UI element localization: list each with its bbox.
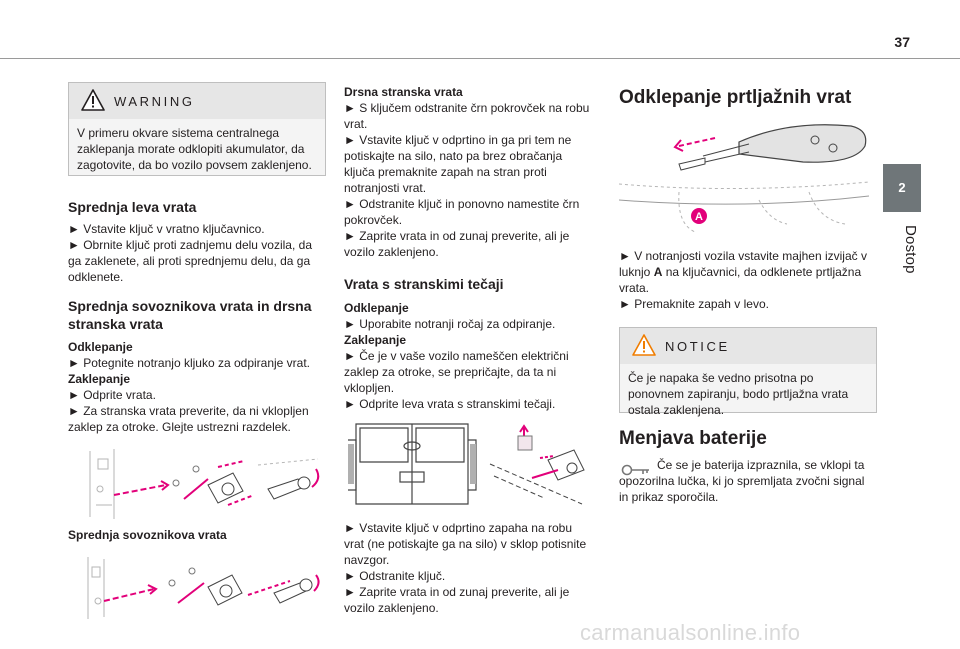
header-rule: [0, 58, 960, 59]
front-passenger-unlock-step: ► Potegnite notranjo kljuko za odpiranje vrat.: [68, 356, 311, 370]
notice-header: [620, 328, 876, 364]
chapter-tab[interactable]: 2: [883, 164, 921, 212]
sliding-door-step-4: ► Zaprite vrata in od zunaj preverite, ali je vozilo zaklenjeno.: [344, 229, 570, 259]
key-warning-icon: [621, 463, 651, 477]
hinged-unlock-label: Odklepanje: [344, 301, 409, 315]
hinged-after-step-2: ► Odstranite ključ.: [344, 569, 446, 583]
van-rear-illustration-icon: [344, 420, 592, 510]
warning-header: [69, 83, 325, 119]
front-left-step-2: ► Obrnite ključ proti zadnjemu delu vozila, da ga zaklenete, ali proti sprednjemu delu, da ga odklenete.: [68, 238, 312, 284]
tailgate-heading: Odklepanje prtljažnih vrat: [619, 87, 852, 108]
hinged-lock-label: Zaklepanje: [344, 333, 407, 347]
warning-title: WARNING: [114, 94, 195, 109]
sliding-door-step-1: ► S ključem odstranite črn pokrovček na robu vrat.: [344, 101, 590, 131]
figure-door-lock-key: [68, 445, 326, 523]
front-left-heading: Sprednja leva vrata: [68, 199, 197, 215]
warning-box: [68, 82, 326, 176]
chapter-title: Dostop: [902, 225, 919, 274]
hinged-lock-step-1: ► Če je v vaše vozilo nameščen električni zaklep za otroke, se prepričajte, da ta ni vklopljen.: [344, 349, 569, 395]
tailgate-step-1: ► V notranjosti vozila vstavite majhen izvijač v luknjo A na ključavnici, da odklenete prtljažna vrata.: [619, 249, 867, 295]
page-number: 37: [894, 34, 910, 50]
front-passenger-lock-label: Zaklepanje: [68, 372, 131, 386]
hinged-after-step-1: ► Vstavite ključ v odprtino zapaha na robu vrat (ne potiskajte ga na silo) v sklop potisnite navzgor.: [344, 521, 587, 567]
sliding-door-step-2: ► Vstavite ključ v odprtino in ga pri tem ne potiskajte na silo, nato pa brez obračanja ključa premaknite zapah na stran proti notranjosti vrat.: [344, 133, 572, 195]
notice-box: [619, 327, 877, 417]
hinged-unlock-step: ► Uporabite notranji ročaj za odpiranje.: [344, 317, 556, 331]
column-left: [68, 82, 326, 623]
warning-text: V primeru okvare sistema centralnega zaklepanja morate odklopiti akumulator, da zagotovite, da bo vozilo povsem zaklenjeno.: [77, 126, 312, 172]
passenger-door-illustration-icon: [68, 553, 326, 623]
front-passenger-heading: Sprednja sovoznikova vrata in drsna stranska vrata: [68, 298, 312, 332]
hinged-after-step-3: ► Zaprite vrata in od zunaj preverite, ali je vozilo zaklenjeno.: [344, 585, 570, 615]
figure-front-passenger-door: [68, 553, 326, 623]
warning-triangle-icon: [81, 89, 105, 111]
door-lock-illustration-icon: [68, 445, 326, 523]
notice-title: NOTICE: [665, 339, 730, 354]
front-left-step-1: ► Vstavite ključ v vratno ključavnico.: [68, 222, 265, 236]
front-passenger-lock-step-2: ► Za stranska vrata preverite, da ni vklopljen zaklep za otroke. Glejte ustrezni razdelek.: [68, 404, 309, 434]
column-right: [619, 78, 877, 505]
figure-tailgate-lock: [619, 120, 877, 232]
battery-paragraph: Če se je baterija izpraznila, se vklopi ta opozorilna lučka, ki jo spremljata zvočni signal in prikaz sporočila.: [619, 458, 865, 504]
figure-label-a: A: [695, 211, 703, 223]
front-passenger-lock-step-1: ► Odprite vrata.: [68, 388, 156, 402]
figure-hinged-door-latch: [344, 420, 592, 510]
sliding-door-heading: Drsna stranska vrata: [344, 85, 463, 99]
footer-watermark: carmanualsonline.info: [580, 620, 801, 645]
column-middle: [344, 84, 592, 616]
figure-2-caption: Sprednja sovoznikova vrata: [68, 528, 227, 542]
hinged-lock-step-2: ► Odprite leva vrata s stranskimi tečaji.: [344, 397, 556, 411]
sliding-door-step-3: ► Odstranite ključ in ponovno namestite črn pokrovček.: [344, 197, 580, 227]
front-passenger-unlock-label: Odklepanje: [68, 340, 133, 354]
notice-triangle-icon: [632, 334, 656, 356]
battery-heading: Menjava baterije: [619, 428, 767, 449]
notice-text: Če je napaka še vedno prisotna po ponovnem zapiranju, bodo prtljažna vrata ostala zaklenjena.: [628, 371, 849, 417]
tailgate-step-2: ► Premaknite zapah v levo.: [619, 297, 769, 311]
hinged-doors-heading: Vrata s stranskimi tečaji: [344, 276, 504, 292]
tailgate-lock-illustration-icon: [619, 120, 877, 232]
